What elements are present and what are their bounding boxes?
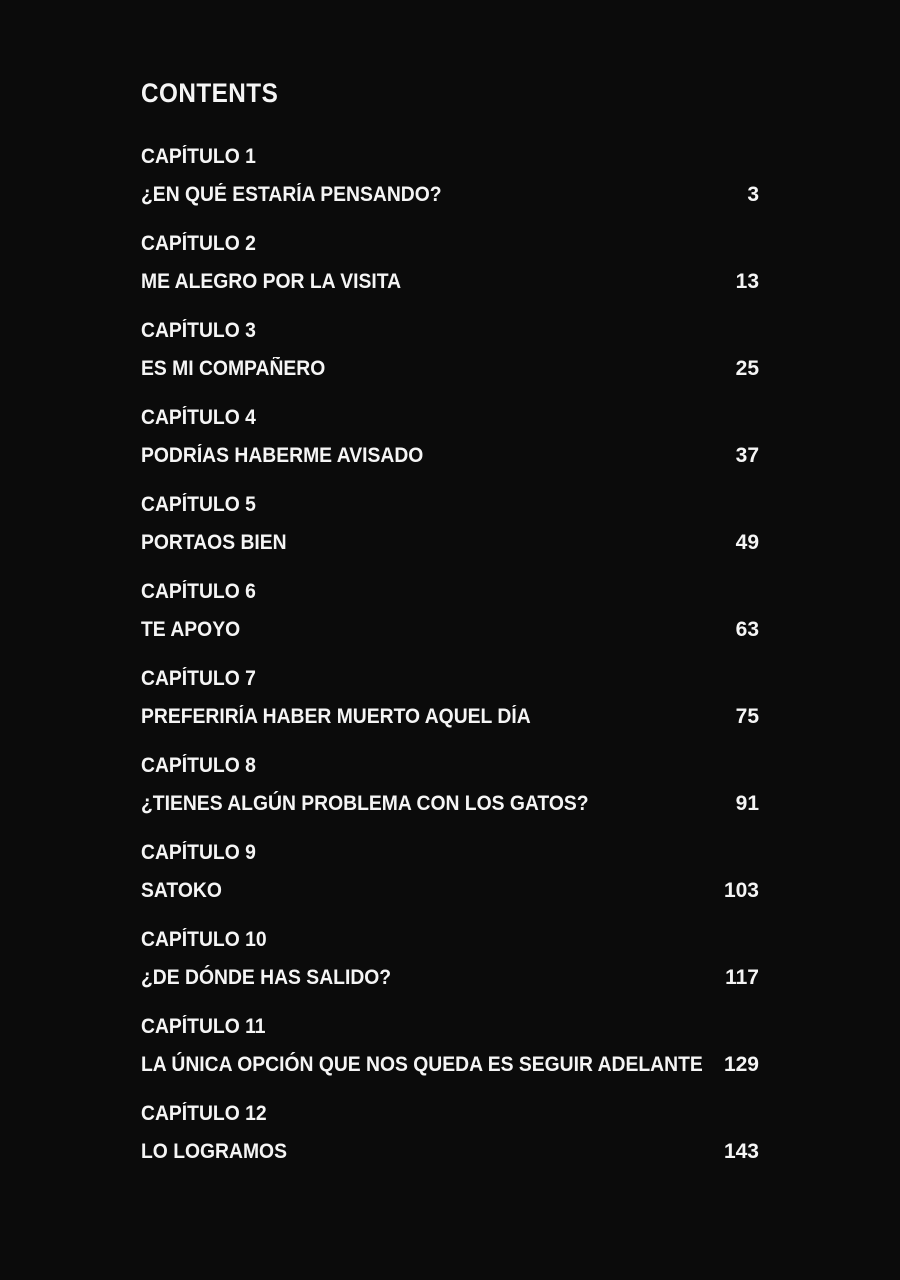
chapter-title: ME ALEGRO POR LA VISITA bbox=[141, 270, 402, 293]
toc-entry[interactable] bbox=[141, 841, 759, 928]
chapter-title: ¿TIENES ALGÚN PROBLEMA CON LOS GATOS? bbox=[141, 792, 589, 815]
toc-entry[interactable] bbox=[141, 232, 759, 319]
chapter-page-number: 129 bbox=[723, 1053, 759, 1076]
chapter-title: SATOKO bbox=[141, 879, 222, 902]
table-of-contents bbox=[141, 145, 759, 1189]
toc-entry[interactable] bbox=[141, 667, 759, 754]
chapter-title: LA ÚNICA OPCIÓN QUE NOS QUEDA ES SEGUIR ADELANTE bbox=[141, 1053, 703, 1076]
chapter-title: LO LOGRAMOS bbox=[141, 1140, 287, 1163]
toc-entry[interactable] bbox=[141, 406, 759, 493]
toc-entry[interactable] bbox=[141, 1015, 759, 1102]
chapter-label: CAPÍTULO 2 bbox=[141, 232, 256, 255]
chapter-title: TE APOYO bbox=[141, 618, 241, 641]
chapter-page-number: 13 bbox=[735, 270, 759, 293]
toc-entry[interactable] bbox=[141, 319, 759, 406]
chapter-title: PODRÍAS HABERME AVISADO bbox=[141, 444, 424, 467]
chapter-page-number: 91 bbox=[735, 792, 759, 815]
page-title: CONTENTS bbox=[141, 78, 279, 108]
chapter-page-number: 49 bbox=[735, 531, 759, 554]
chapter-label: CAPÍTULO 9 bbox=[141, 841, 256, 864]
chapter-title: ¿DE DÓNDE HAS SALIDO? bbox=[141, 966, 392, 989]
chapter-page-number: 63 bbox=[735, 618, 759, 641]
chapter-label: CAPÍTULO 3 bbox=[141, 319, 256, 342]
chapter-label: CAPÍTULO 1 bbox=[141, 145, 256, 168]
chapter-label: CAPÍTULO 10 bbox=[141, 928, 267, 951]
chapter-title: ES MI COMPAÑERO bbox=[141, 357, 326, 380]
toc-entry[interactable] bbox=[141, 754, 759, 841]
toc-entry[interactable] bbox=[141, 928, 759, 1015]
toc-entry[interactable] bbox=[141, 145, 759, 232]
chapter-page-number: 117 bbox=[725, 966, 759, 989]
chapter-page-number: 143 bbox=[723, 1140, 759, 1163]
chapter-page-number: 3 bbox=[747, 183, 759, 206]
chapter-label: CAPÍTULO 7 bbox=[141, 667, 256, 690]
chapter-page-number: 25 bbox=[735, 357, 759, 380]
toc-entry[interactable] bbox=[141, 580, 759, 667]
chapter-label: CAPÍTULO 4 bbox=[141, 406, 256, 429]
toc-entry[interactable] bbox=[141, 493, 759, 580]
chapter-label: CAPÍTULO 12 bbox=[141, 1102, 267, 1125]
chapter-title: PORTAOS BIEN bbox=[141, 531, 287, 554]
chapter-page-number: 103 bbox=[723, 879, 759, 902]
chapter-label: CAPÍTULO 11 bbox=[141, 1015, 266, 1038]
chapter-label: CAPÍTULO 5 bbox=[141, 493, 256, 516]
chapter-title: PREFERIRÍA HABER MUERTO AQUEL DÍA bbox=[141, 705, 531, 728]
chapter-label: CAPÍTULO 6 bbox=[141, 580, 256, 603]
chapter-page-number: 75 bbox=[735, 705, 759, 728]
toc-entry[interactable] bbox=[141, 1102, 759, 1189]
chapter-page-number: 37 bbox=[735, 444, 759, 467]
chapter-label: CAPÍTULO 8 bbox=[141, 754, 256, 777]
chapter-title: ¿EN QUÉ ESTARÍA PENSANDO? bbox=[141, 183, 442, 206]
